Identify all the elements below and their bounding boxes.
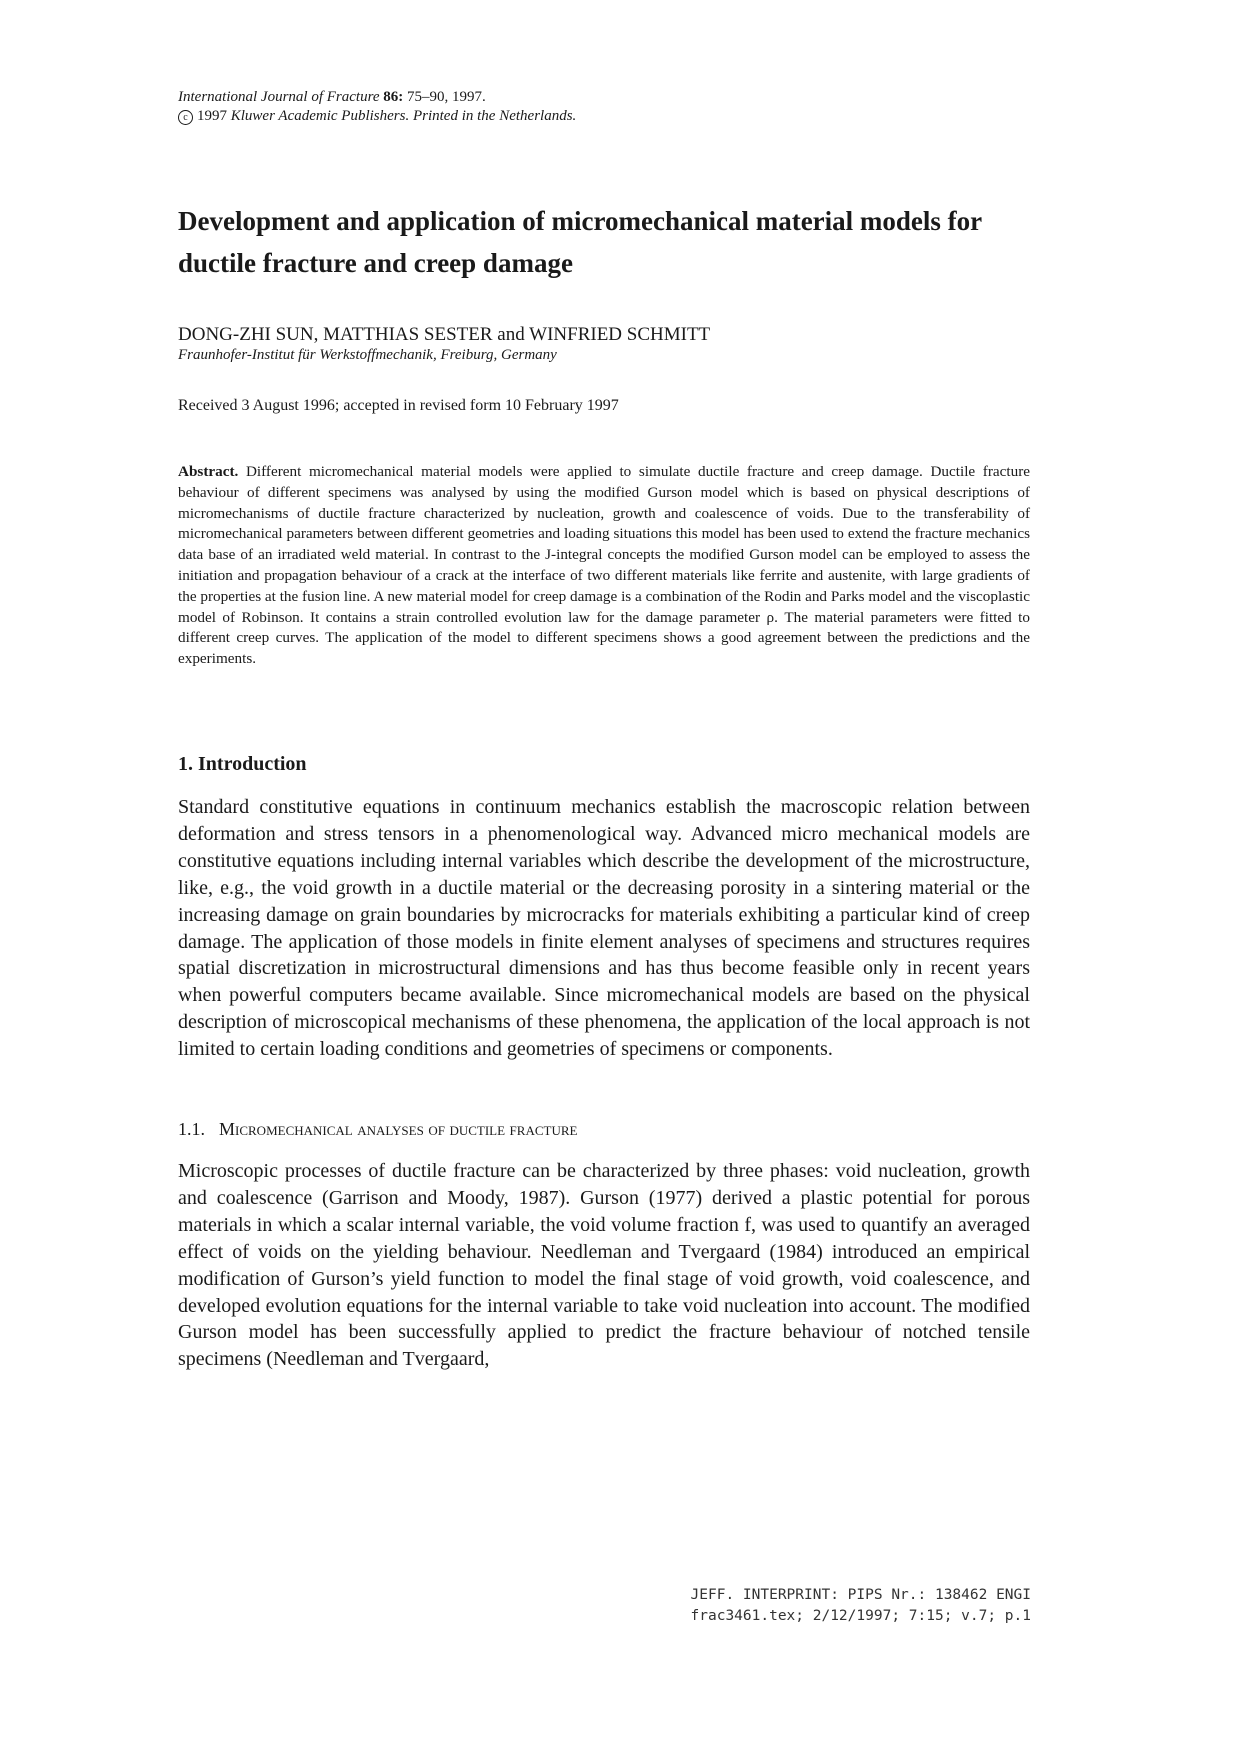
journal-volume: 86: bbox=[383, 89, 404, 105]
subsection-title: Micromechanical analyses of ductile fracture bbox=[219, 1119, 578, 1139]
received-date: Received 3 August 1996; accepted in revised form 10 February 1997 bbox=[178, 397, 619, 414]
journal-pages-year: 75–90, 1997. bbox=[407, 89, 486, 105]
paper-title: Development and application of micromechanical material models for ductile fracture and creep damage bbox=[178, 206, 982, 278]
footer-line-2: frac3461.tex; 2/12/1997; 7:15; v.7; p.1 bbox=[690, 1608, 1031, 1624]
copyright-icon: c bbox=[178, 110, 193, 125]
page-footer bbox=[589, 1585, 1031, 1627]
subsection-heading bbox=[178, 1118, 577, 1140]
publisher: Kluwer Academic Publishers. bbox=[230, 108, 410, 124]
journal-header bbox=[178, 88, 576, 126]
copyright-line bbox=[178, 107, 576, 126]
footer-line-1: JEFF. INTERPRINT: PIPS Nr.: 138462 ENGI bbox=[690, 1587, 1031, 1603]
section-heading-introduction: 1. Introduction bbox=[178, 753, 307, 775]
subsection-number: 1.1. bbox=[178, 1119, 205, 1139]
introduction-paragraph: Standard constitutive equations in continuum mechanics establish the macroscopic relation between deformation and stress tensors in a phenomenological way. Advanced micro mechanical models are constitutive equations including internal variables which describe the development of the microstructure, like, e.g., the void growth in a ductile material or the decreasing porosity in a sintering material or the increasing damage on grain boundaries by microcracks for materials exhibiting a particular kind of creep damage. The application of those models in finite element analyses of specimens and structures requires spatial discretization in microstructural dimensions and has thus become feasible only in recent years when powerful computers became available. Since micromechanical models are based on the physical description of microscopical mechanisms of these phenomena, the application of the local approach is not limited to certain loading conditions and geometries of specimens or components. bbox=[178, 796, 1030, 1061]
journal-name: International Journal of Fracture bbox=[178, 89, 380, 105]
abstract bbox=[178, 462, 1030, 670]
author-list: DONG-ZHI SUN, MATTHIAS SESTER and WINFRIED SCHMITT bbox=[178, 324, 711, 345]
journal-citation bbox=[178, 88, 576, 107]
affiliation: Fraunhofer-Institut für Werkstoffmechanik, Freiburg, Germany bbox=[178, 347, 557, 363]
printed-location: Printed in the Netherlands. bbox=[412, 108, 577, 124]
abstract-label: Abstract. bbox=[178, 463, 239, 480]
abstract-text: Different micromechanical material models were applied to simulate ductile fracture and creep damage. Ductile fracture behaviour of different specimens was analysed by using the modified Gurson model which is based on physical descriptions of micromechanisms of ductile fracture characterized by nucleation, growth and coalescence of voids. Due to the transferability of micromechanical parameters between different geometries and loading situations this model has been used to extend the fracture mechanics data base of an irradiated weld material. In contrast to the J-integral concepts the modified Gurson model can be employed to assess the initiation and propagation behaviour of a crack at the interface of two different materials like ferrite and austenite, with large gradients of the properties at the fusion line. A new material model for creep damage is a combination of the Rodin and Parks model and the viscoplastic model of Robinson. It contains a strain controlled evolution law for the damage parameter ρ. The material parameters were fitted to different creep curves. The application of the model to different specimens shows a good agreement between the predictions and the experiments. bbox=[178, 463, 1030, 668]
copyright-year: 1997 bbox=[197, 108, 227, 124]
subsection-paragraph: Microscopic processes of ductile fracture can be characterized by three phases: void nucleation, growth and coalescence (Garrison and Moody, 1987). Gurson (1977) derived a plastic potential for porous materials in which a scalar internal variable, the void volume fraction f, was used to quantify an averaged effect of voids on the yielding behaviour. Needleman and Tvergaard (1984) introduced an empirical modification of Gurson’s yield function to model the final stage of void growth, void coalescence, and developed evolution equations for the internal variable to take void nucleation into account. The modified Gurson model has been successfully applied to predict the fracture behaviour of notched tensile specimens (Needleman and Tvergaard, bbox=[178, 1160, 1030, 1371]
